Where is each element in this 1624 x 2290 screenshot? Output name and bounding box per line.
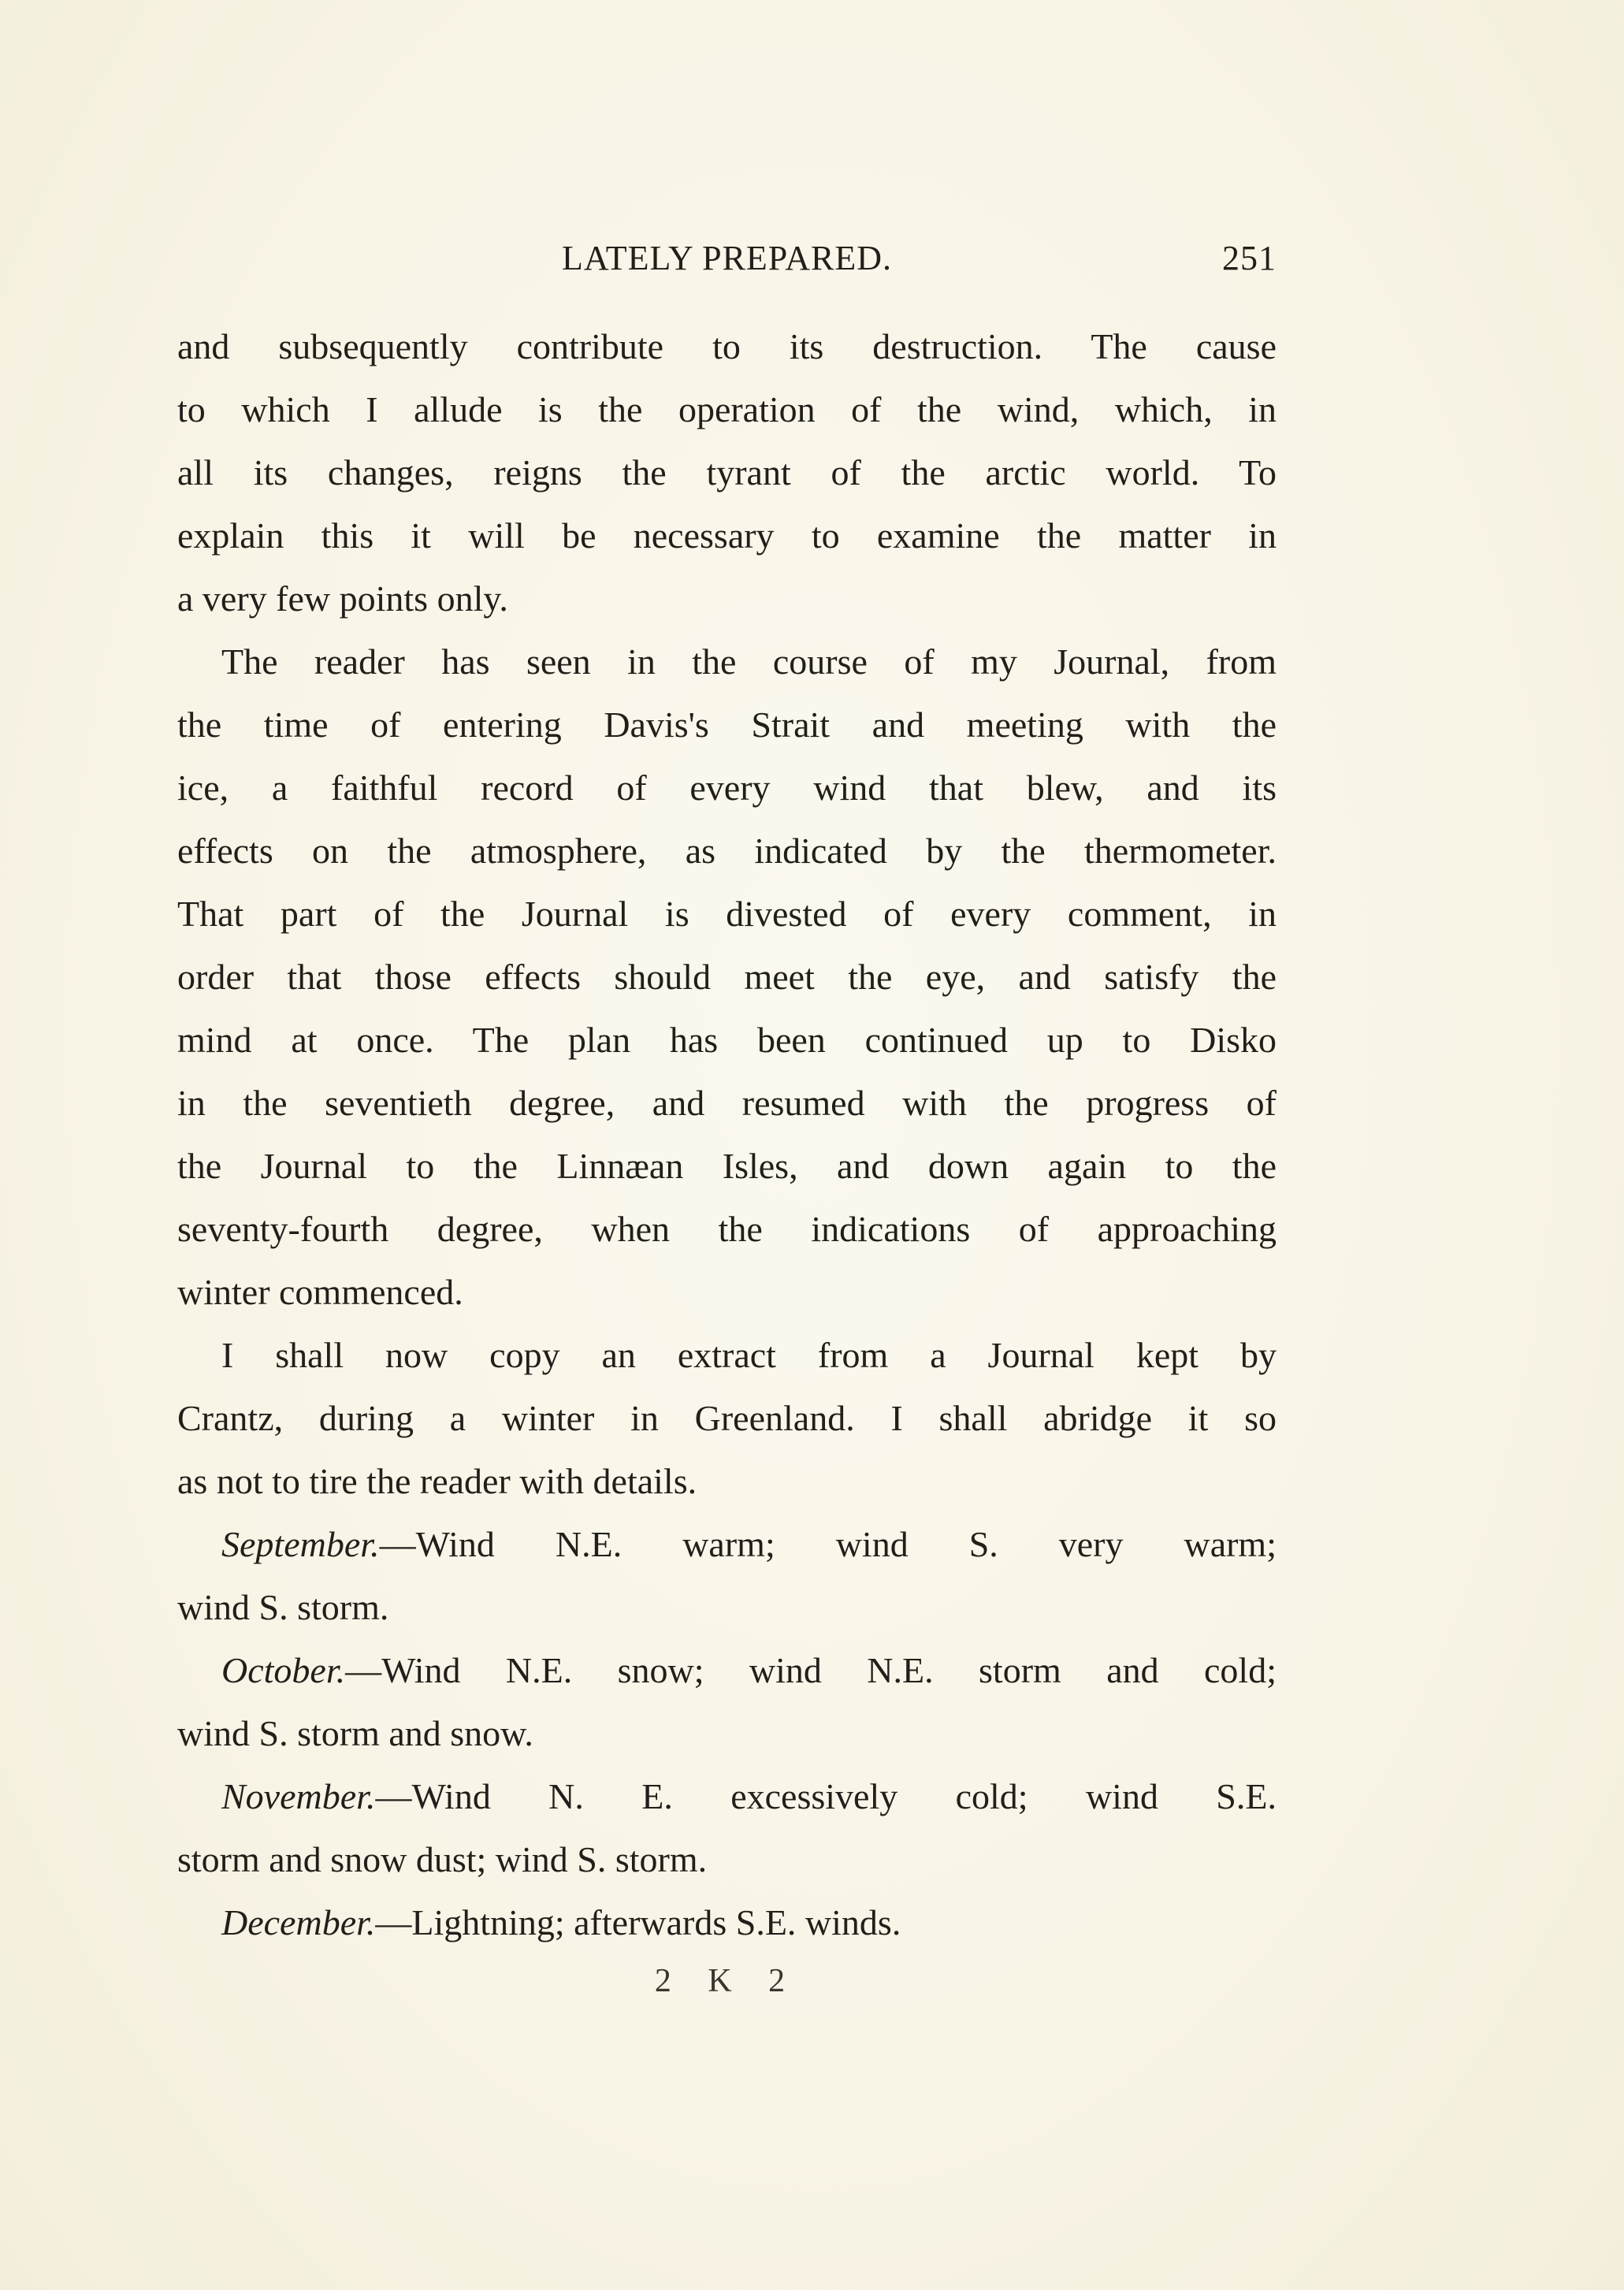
journal-entry-november <box>177 1765 1277 1828</box>
text-line: I shall now copy an extract from a Journal kept by <box>221 1335 1277 1375</box>
text-line: mind at once. The plan has been continued up to Disko <box>177 1020 1277 1060</box>
text-line: the Journal to the Linnæan Isles, and down again to the <box>177 1146 1277 1186</box>
text-line: explain this it will be necessary to examine the matter in <box>177 515 1277 556</box>
text-line: order that those effects should meet the eye, and satisfy the <box>177 957 1277 997</box>
entry-text: —Lightning; afterwards S.E. winds. <box>375 1902 901 1942</box>
text-line: The reader has seen in the course of my Journal, from <box>221 641 1277 682</box>
text-line: ice, a faithful record of every wind that blew, and its <box>177 768 1277 808</box>
journal-entry-september <box>177 1513 1277 1576</box>
journal-entry-december <box>177 1891 1277 1954</box>
entry-text: —Wind N. E. excessively cold; wind S.E. <box>375 1776 1277 1816</box>
journal-entry-october <box>177 1639 1277 1702</box>
text-line: all its changes, reigns the tyrant of the arctic world. To <box>177 452 1277 493</box>
text-line: seventy-fourth degree, when the indications of approaching <box>177 1209 1277 1249</box>
text-line: and subsequently contribute to its destruction. The cause <box>177 326 1277 366</box>
text-line: wind S. storm and snow. <box>177 1713 533 1753</box>
month-label: December. <box>221 1902 376 1942</box>
text-line: as not to tire the reader with details. <box>177 1461 697 1501</box>
text-line: to which I allude is the operation of the wind, which, in <box>177 389 1277 429</box>
month-label: October. <box>221 1650 346 1690</box>
signature-mark: 2 K 2 <box>654 1963 800 1999</box>
running-head: LATELY PREPARED. <box>561 239 893 277</box>
entry-text: —Wind N.E. warm; wind S. very warm; <box>379 1524 1277 1564</box>
text-line: storm and snow dust; wind S. storm. <box>177 1839 708 1879</box>
text-line: That part of the Journal is divested of every comment, in <box>177 894 1277 934</box>
text-line: in the seventieth degree, and resumed with the progress of <box>177 1083 1277 1123</box>
text-line: wind S. storm. <box>177 1587 389 1627</box>
page-header <box>177 235 1277 282</box>
body-text <box>177 315 1277 1954</box>
entry-text: —Wind N.E. snow; wind N.E. storm and cold; <box>345 1650 1277 1690</box>
text-line: the time of entering Davis's Strait and meeting with the <box>177 704 1277 745</box>
text-line: effects on the atmosphere, as indicated by the thermometer. <box>177 831 1277 871</box>
page-number: 251 <box>1222 239 1277 277</box>
text-line: a very few points only. <box>177 578 508 619</box>
text-line: Crantz, during a winter in Greenland. I shall abridge it so <box>177 1398 1277 1438</box>
text-line: winter commenced. <box>177 1272 463 1312</box>
month-label: November. <box>221 1776 376 1816</box>
month-label: September. <box>221 1524 380 1564</box>
